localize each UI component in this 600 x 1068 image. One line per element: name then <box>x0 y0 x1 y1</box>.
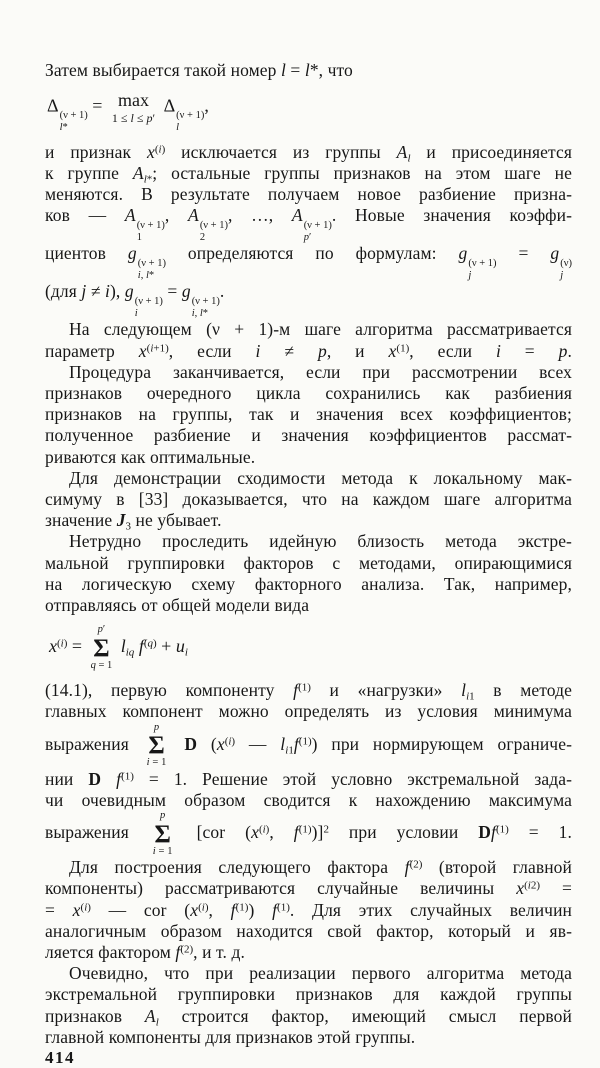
sup-sub-cluster: (ν + 1) i, l* <box>137 257 166 281</box>
sup-sub-cluster: (ν + 1) j <box>468 257 497 281</box>
text-line: (для j ≠ i), g (ν + 1) i = g (ν + 1) i, l* . <box>45 281 225 319</box>
text-line: Затем выбирается такой номер l = l*, что <box>45 60 353 80</box>
display-formula: Δ (ν + 1) l* = max 1 ≤ l ≤ p′ Δ (ν + 1) l , <box>47 90 209 134</box>
text-line: значение $J_3$ не убывает. <box>45 510 222 533</box>
text-line: к группе $A_{l*}$; остальные группы признаков на этом шаге не <box>45 163 572 186</box>
text-line: полученное разбиение и значения коэффициентов рассмат- <box>45 425 572 446</box>
text-line: = $x^{(i)}$ — cor ($x^{(i)}$, $f^{(1)}$) $f^{(1)}$. Для этих случайных величин <box>45 899 573 920</box>
text-line: Для демонстрации сходимости метода к локальному мак- <box>69 467 572 488</box>
text-line: главных компонент можно определять из условия минимума <box>45 701 572 722</box>
text-line: чи очевидным образом сводится к нахождению максимума <box>45 789 572 810</box>
text-line: экстремальной группировки признаков для каждой группы <box>45 984 572 1005</box>
page-text <box>45 60 572 1048</box>
text-line: параметр $x^{(i+1)}$, если i ≠ p, и $x^{(1)}$, если i = p. <box>45 340 573 361</box>
text-line: признаков $A_l$ строится фактор, имеющий смысл первой <box>45 1005 572 1028</box>
sum-operator: p′ Σ q = 1 <box>90 624 113 671</box>
text-line: признаков очередного цикла сохранились как разбиения <box>45 383 572 404</box>
sup-sub-cluster: (ν + 1) i, l* <box>191 295 220 319</box>
text-line: мальной группировки факторов с методами, опирающимися <box>45 552 572 573</box>
text-line: Очевидно, что при реализации первого алгоритма метода <box>69 963 572 984</box>
sup-sub-cluster: (ν + 1) 2 <box>199 219 228 243</box>
sup-sub-cluster: (ν + 1) i <box>134 295 163 319</box>
text-line: аналогичным образом находится свой фактор, который и яв- <box>45 920 572 941</box>
text-line: на логическую схему факторного анализа. Так, например, <box>45 573 572 594</box>
text-line: и признак $x^{(i)}$ исключается из группы $A_l$ и присоединяется <box>45 141 572 165</box>
page-number: 414 <box>45 1047 75 1067</box>
text-line: главной компоненты для признаков этой группы. <box>45 1026 416 1047</box>
sup-sub-cluster: (ν + 1) l* <box>59 110 88 134</box>
text-line: компоненты) рассматриваются случайные величины $x^{(i2)}$ = <box>45 878 572 899</box>
text-line: Нетрудно проследить идейную близость метода экстре- <box>69 531 572 552</box>
sup-sub-cluster: (ν + 1) l <box>176 110 205 134</box>
text-line: отправляясь от общей модели вида <box>45 595 310 616</box>
text-line: Для построения следующего фактора $f^{(2)}$ (второй главной <box>69 857 572 878</box>
text-line: (14.1), первую компоненту $f^{(1)}$ и «нагрузки» $l_{i1}$ в методе <box>45 680 573 703</box>
text-line: Процедура заканчивается, если при рассмотрении всех <box>69 361 572 382</box>
sum-operator: p Σ i = 1 <box>146 721 167 769</box>
text-line: выражения p Σ i = 1 [cor ($x^{(i)}$, $f^{(1)})]^2$ при условии $Df^{(1)} = 1$. <box>45 810 573 857</box>
text-line: На следующем (ν + 1)-м шаге алгоритма рассматривается <box>69 319 572 340</box>
text-line: меняются. В результате получаем новое разбиение призна- <box>45 184 572 205</box>
text-line: циентов g (ν + 1) i, l* определяются по формулам: g (ν + 1) j = g (ν) j <box>45 243 572 281</box>
text-line: выражения p Σ i = 1 D ($x^{(i)}$ — $l_{i1}f^{(1)}$) при нормирующем ограниче- <box>45 721 573 769</box>
text-line: симуму в [33] доказывается, что на каждом шаге алгоритма <box>45 489 572 510</box>
display-formula: $x^{(i)}$ = p′ Σ q = 1 $l_{iq}$ $f^{(q)} + u_i$ <box>49 624 188 671</box>
text-line: риваются как оптимальные. <box>45 446 256 467</box>
sup-sub-cluster: (ν) j <box>560 257 572 281</box>
sup-sub-cluster: (ν + 1) 1 <box>136 219 165 243</box>
sum-operator: p Σ i = 1 <box>152 810 173 857</box>
sup-sub-cluster: (ν + 1) p′ <box>303 219 332 243</box>
text-line: ков — A (ν + 1) 1 , A (ν + 1) 2 , …, A (ν + 1) p′ . Новые значения коэффи- <box>45 205 572 243</box>
text-line: нии D $f^{(1)} = 1$. Решение этой условно экстремальной зада- <box>45 768 573 789</box>
page-footer <box>45 1048 572 1068</box>
text-line: ляется фактором $f^{(2)}$, и т. д. <box>45 941 245 962</box>
max-operator: max 1 ≤ l ≤ p′ <box>111 90 156 126</box>
text-line: признаков на группы, так и значения всех коэффициентов; <box>45 404 572 425</box>
